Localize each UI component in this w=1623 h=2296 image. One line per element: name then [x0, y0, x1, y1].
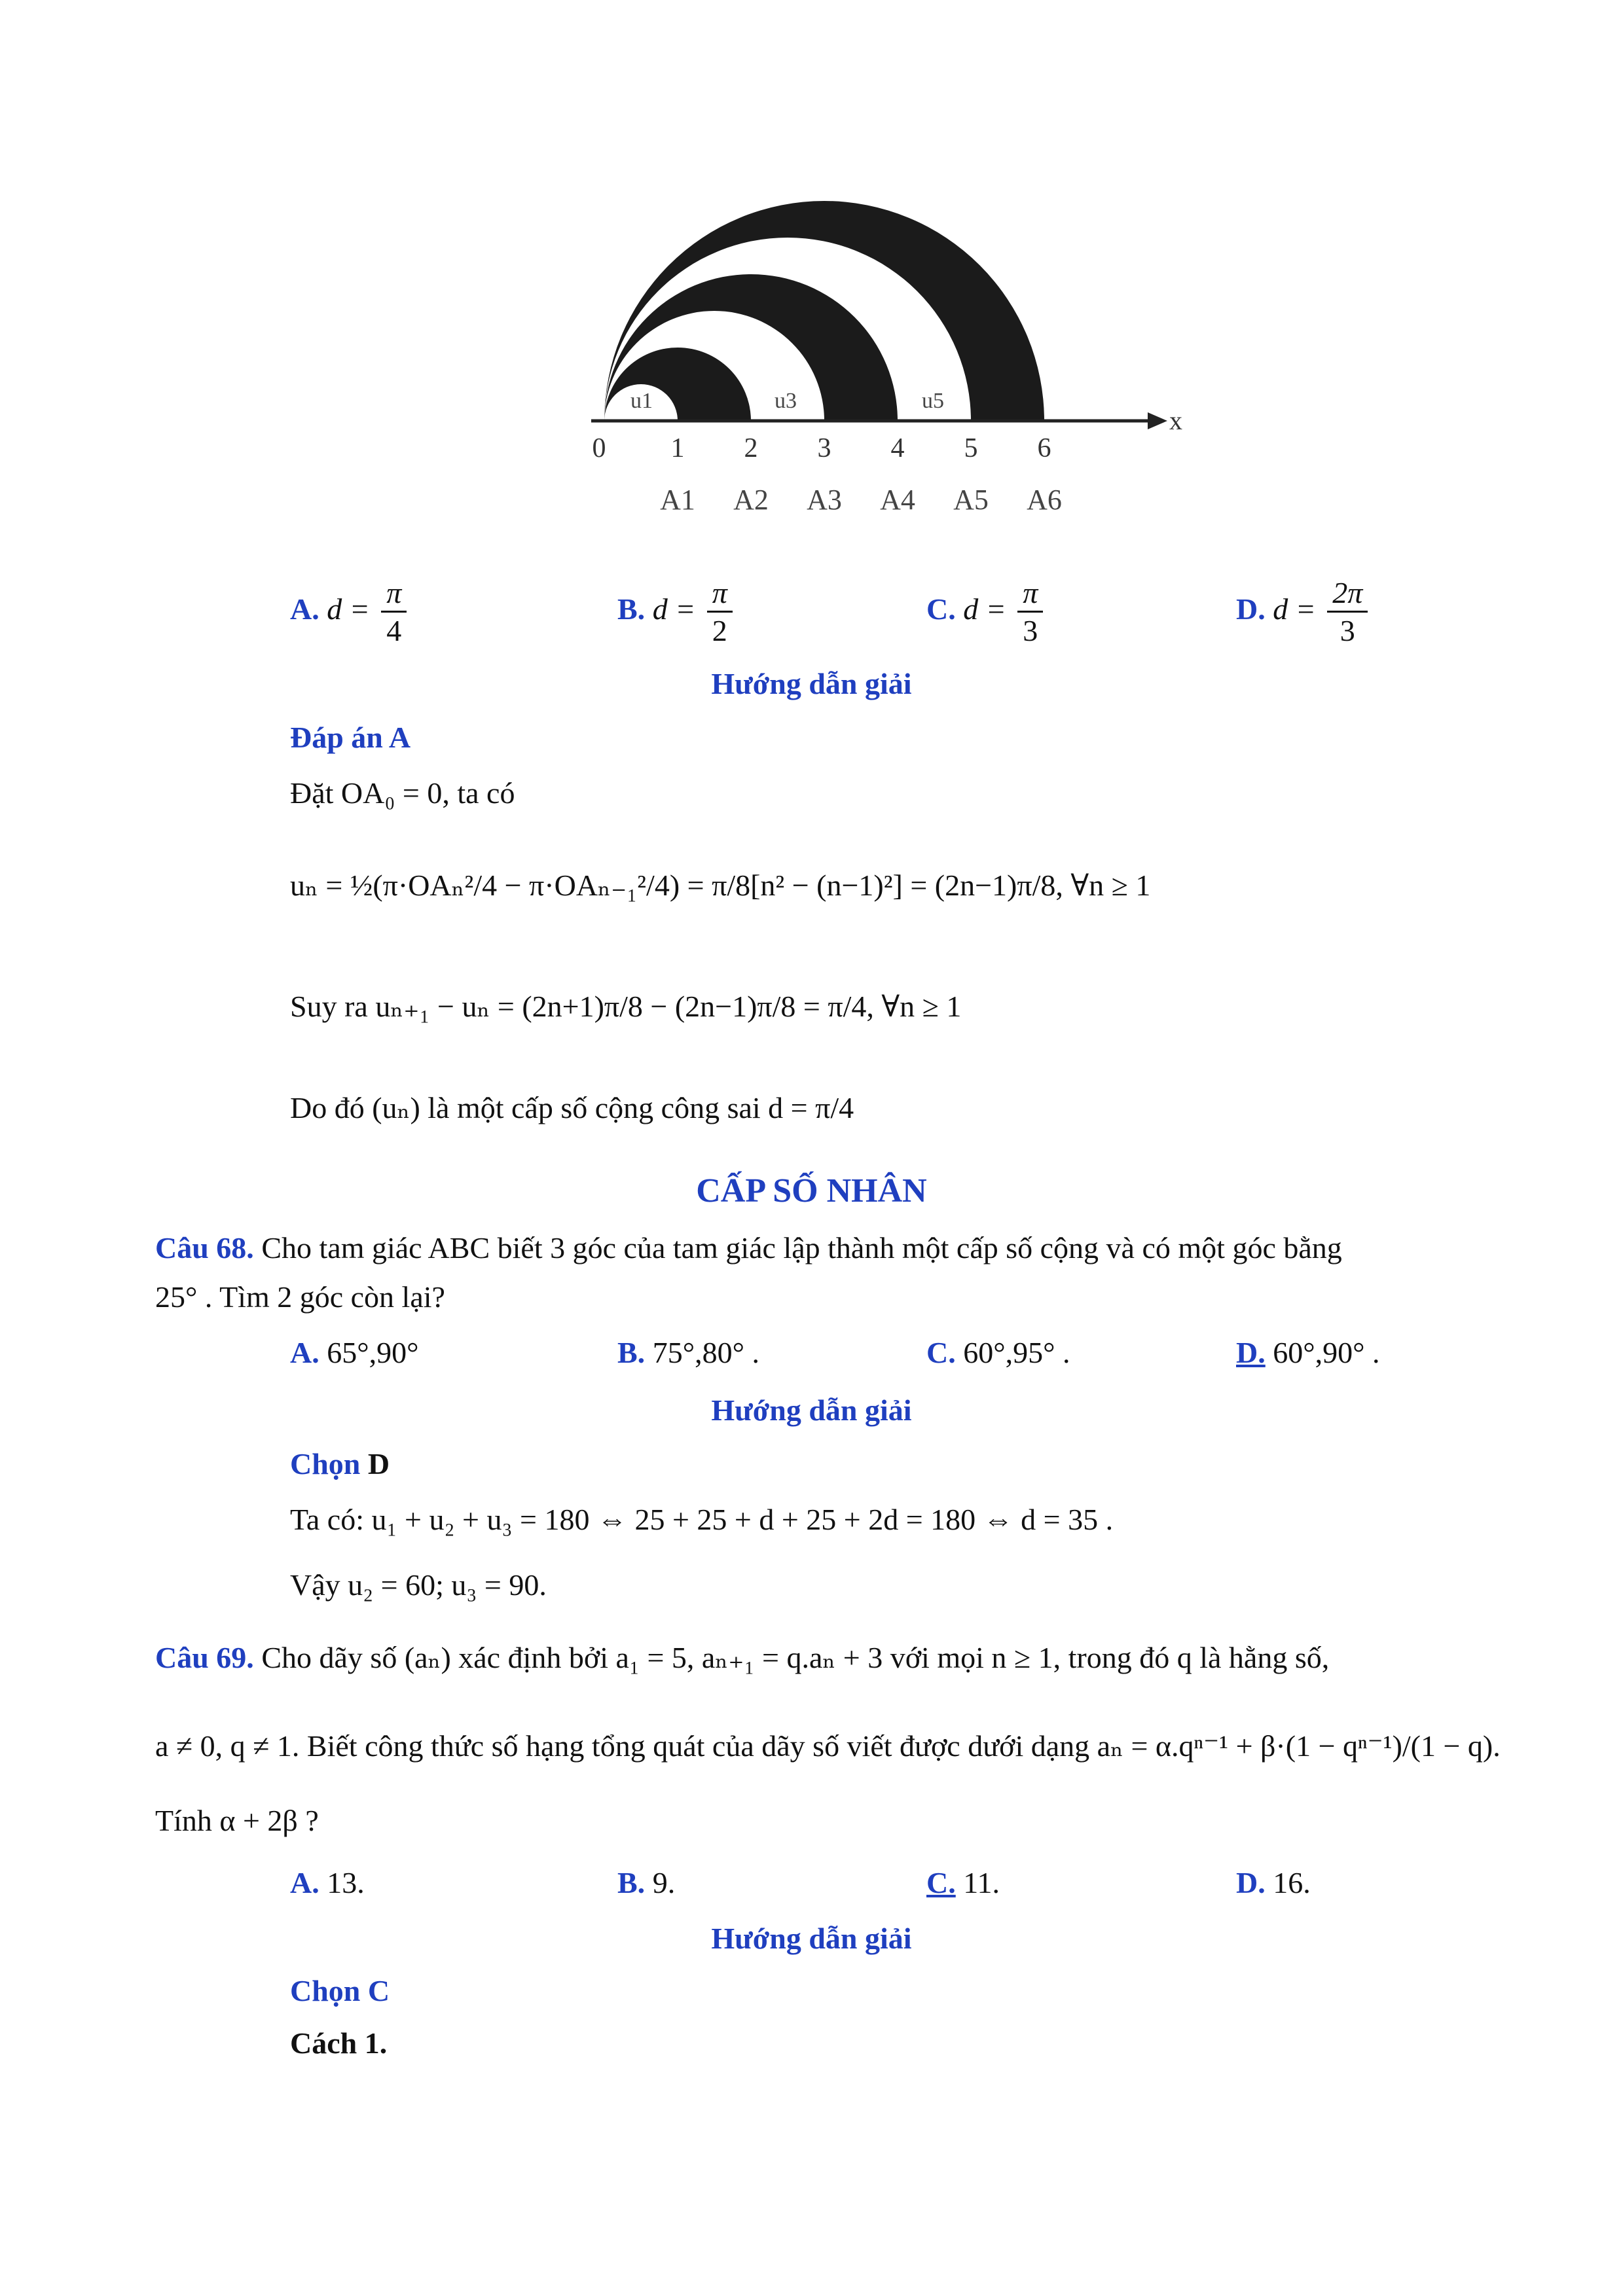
q67-line2: uₙ = ½(π·OAₙ²/4 − π·OAₙ₋₁²/4) = π/8[n² − (n−1)²] = (2n−1)π/8, ∀n ≥ 1 — [290, 869, 1151, 902]
point-label: A5 — [953, 484, 989, 516]
q68-line2: 25° . Tìm 2 góc còn lại? — [155, 1280, 445, 1314]
q67-guide-title: Hướng dẫn giải — [711, 667, 912, 700]
tick-label: 0 — [592, 433, 606, 463]
q68-guide-title: Hướng dẫn giải — [711, 1393, 912, 1427]
q68-sol2: Vậy u₂ = 60; u₃ = 90. — [290, 1568, 547, 1602]
region-label-u1: u1 — [630, 389, 653, 413]
region-label-u5: u5 — [922, 389, 944, 413]
q69-choose: Chọn C — [290, 1974, 390, 2007]
tick-label: 1 — [670, 433, 685, 463]
region-label-u3: u3 — [775, 389, 797, 413]
q69-line1: Câu 69. Cho dãy số (aₙ) xác định bởi a₁ = 5, aₙ₊₁ = q.aₙ + 3 với mọi n ≥ 1, trong đó q là hằng số, — [155, 1641, 1330, 1674]
q67-line1: Đặt OA₀ = 0, ta có — [290, 776, 515, 810]
q69-method: Cách 1. — [290, 2026, 388, 2060]
tick-label: 2 — [744, 433, 758, 463]
q69-guide-title: Hướng dẫn giải — [711, 1922, 912, 1955]
q68-option-b[interactable]: B. 75°,80° . — [617, 1336, 759, 1369]
q69-option-d[interactable]: D. 16. — [1236, 1866, 1311, 1899]
q68-option-c[interactable]: C. 60°,95° . — [926, 1336, 1070, 1369]
half-rings-figure — [585, 169, 1187, 535]
q69-line3: Tính α + 2β ? — [155, 1804, 319, 1837]
q68-line1: Câu 68. Cho tam giác ABC biết 3 góc của tam giác lập thành một cấp số cộng và có một góc bằng — [155, 1231, 1342, 1265]
q68-sol1: Ta có: u₁ + u₂ + u₃ = 180 ⇔ 25 + 25 + d + 25 + 2d = 180 ⇔ d = 35 . — [290, 1503, 1114, 1536]
tick-label: 3 — [817, 433, 831, 463]
tick-label: 6 — [1037, 433, 1051, 463]
point-label: A2 — [733, 484, 769, 516]
q69-line2: a ≠ 0, q ≠ 1. Biết công thức số hạng tổng quát của dãy số viết được dưới dạng aₙ = α.qⁿ⁻¹ + β·(1 − qⁿ⁻¹)/(1 − q). — [155, 1729, 1501, 1763]
q69-option-a[interactable]: A. 13. — [290, 1866, 365, 1899]
tick-label: 5 — [964, 433, 978, 463]
q67-option-d[interactable]: D. d = $\frac{2\pi}{3}$ — [1236, 576, 1372, 649]
point-label: A6 — [1027, 484, 1062, 516]
q68-option-d[interactable]: D. 60°,90° . — [1236, 1336, 1380, 1369]
axis-label: x — [1169, 406, 1182, 435]
q67-answer: Đáp án A — [290, 721, 411, 754]
x-axis-arrow-icon — [1148, 412, 1167, 429]
q67-line3: Suy ra uₙ₊₁ − uₙ = (2n+1)π/8 − (2n−1)π/8 = π/4, ∀n ≥ 1 — [290, 990, 962, 1023]
q67-option-b[interactable]: B. d = $\frac{\pi}{2}$ — [617, 576, 737, 649]
q68-choose: Chọn D — [290, 1447, 390, 1480]
section-title: CẤP SỐ NHÂN — [696, 1172, 927, 1210]
point-label: A4 — [880, 484, 915, 516]
q69-option-c[interactable]: C. 11. — [926, 1866, 1000, 1899]
rings-group — [604, 201, 1044, 421]
q69-option-b[interactable]: B. 9. — [617, 1866, 676, 1899]
tick-label: 4 — [890, 433, 905, 463]
q67-line4: Do đó (uₙ) là một cấp số cộng công sai d = π/4 — [290, 1091, 854, 1124]
point-label: A1 — [660, 484, 695, 516]
q68-option-a[interactable]: A. 65°,90° — [290, 1336, 419, 1369]
ring-2-1 — [604, 348, 751, 421]
q67-option-a[interactable]: A. d = $\frac{\pi}{4}$ — [290, 576, 410, 649]
q67-option-c[interactable]: C. d = $\frac{\pi}{3}$ — [926, 576, 1047, 649]
point-label: A3 — [807, 484, 842, 516]
